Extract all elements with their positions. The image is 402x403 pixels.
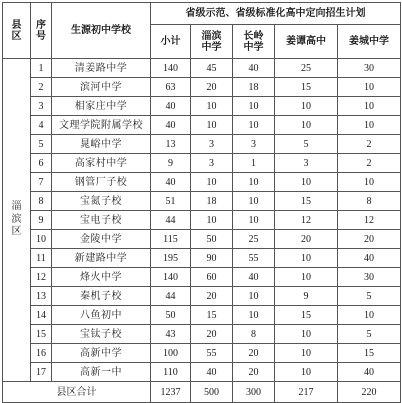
value-jiangcheng: 30 <box>338 268 401 287</box>
value-jiangcheng: 10 <box>338 306 401 325</box>
total-changling: 300 <box>233 382 275 403</box>
table-row <box>3 230 401 249</box>
value-jiangcheng: 30 <box>338 59 401 78</box>
table-body <box>3 59 401 403</box>
school-name: 宝氮子校 <box>52 192 151 211</box>
totals-row <box>3 382 401 403</box>
table-row <box>3 268 401 287</box>
row-index: 8 <box>31 192 52 211</box>
value-jiangcheng: 5 <box>338 325 401 344</box>
header-plan-title: 省级示范、省级标准化高中定向招生计划 <box>151 3 401 25</box>
school-name: 相家庄中学 <box>52 97 151 116</box>
value-subtotal: 140 <box>151 268 191 287</box>
value-changling: 10 <box>233 97 275 116</box>
value-jiangtan: 10 <box>275 268 338 287</box>
school-name: 金陵中学 <box>52 230 151 249</box>
table-row <box>3 97 401 116</box>
header-col-jiangtan: 姜谭高中 <box>275 25 338 59</box>
value-changling: 1 <box>233 154 275 173</box>
row-index: 1 <box>31 59 52 78</box>
value-subtotal: 51 <box>151 192 191 211</box>
value-zibo-binzhong: 60 <box>191 268 233 287</box>
value-subtotal: 44 <box>151 287 191 306</box>
value-subtotal: 43 <box>151 325 191 344</box>
value-jiangcheng: 15 <box>338 344 401 363</box>
value-jiangcheng: 40 <box>338 363 401 382</box>
school-name: 高新一中 <box>52 363 151 382</box>
row-index: 10 <box>31 230 52 249</box>
value-changling: 18 <box>233 78 275 97</box>
value-jiangtan: 10 <box>275 325 338 344</box>
value-changling: 10 <box>233 192 275 211</box>
value-subtotal: 195 <box>151 249 191 268</box>
value-changling: 10 <box>233 116 275 135</box>
row-index: 15 <box>31 325 52 344</box>
value-zibo-binzhong: 50 <box>191 230 233 249</box>
value-zibo-binzhong: 10 <box>191 173 233 192</box>
school-name: 钢管厂子校 <box>52 173 151 192</box>
table-row <box>3 249 401 268</box>
value-zibo-binzhong: 20 <box>191 287 233 306</box>
total-zibo-binzhong: 500 <box>191 382 233 403</box>
value-changling: 20 <box>233 363 275 382</box>
school-name: 晁峪中学 <box>52 135 151 154</box>
row-index: 13 <box>31 287 52 306</box>
value-jiangtan: 3 <box>275 154 338 173</box>
value-jiangcheng: 8 <box>338 192 401 211</box>
value-subtotal: 50 <box>151 306 191 325</box>
value-jiangtan: 10 <box>275 97 338 116</box>
header-source-school: 生源初中学校 <box>52 3 151 59</box>
totals-label: 县区合计 <box>3 382 151 403</box>
value-jiangcheng: 2 <box>338 154 401 173</box>
value-zibo-binzhong: 55 <box>191 344 233 363</box>
row-index: 16 <box>31 344 52 363</box>
value-subtotal: 40 <box>151 116 191 135</box>
header-col-subtotal: 小计 <box>151 25 191 59</box>
school-name: 宝钛子校 <box>52 325 151 344</box>
header-index: 序 号 <box>31 3 52 59</box>
value-jiangtan: 15 <box>275 192 338 211</box>
table-row <box>3 78 401 97</box>
total-jiangtan: 217 <box>275 382 338 403</box>
school-name: 八鱼初中 <box>52 306 151 325</box>
row-index: 5 <box>31 135 52 154</box>
value-zibo-binzhong: 10 <box>191 97 233 116</box>
table-row <box>3 154 401 173</box>
value-jiangcheng: 10 <box>338 173 401 192</box>
value-subtotal: 115 <box>151 230 191 249</box>
county-name-cell: 淄 滨 区 <box>3 59 31 382</box>
row-index: 3 <box>31 97 52 116</box>
row-index: 7 <box>31 173 52 192</box>
value-changling: 10 <box>233 173 275 192</box>
value-subtotal: 100 <box>151 344 191 363</box>
value-zibo-binzhong: 18 <box>191 192 233 211</box>
value-subtotal: 40 <box>151 97 191 116</box>
row-index: 17 <box>31 363 52 382</box>
value-jiangcheng: 10 <box>338 78 401 97</box>
school-name: 清姜路中学 <box>52 59 151 78</box>
value-changling: 3 <box>233 135 275 154</box>
value-jiangtan: 10 <box>275 344 338 363</box>
school-name: 文理学院附属学校 <box>52 116 151 135</box>
table-row <box>3 363 401 382</box>
value-zibo-binzhong: 90 <box>191 249 233 268</box>
school-name: 宝电子校 <box>52 211 151 230</box>
value-changling: 25 <box>233 230 275 249</box>
value-jiangtan: 5 <box>275 135 338 154</box>
header-col-changling: 长岭 中学 <box>233 25 275 59</box>
value-subtotal: 110 <box>151 363 191 382</box>
table-row <box>3 173 401 192</box>
value-subtotal: 63 <box>151 78 191 97</box>
row-index: 4 <box>31 116 52 135</box>
value-zibo-binzhong: 20 <box>191 325 233 344</box>
value-subtotal: 140 <box>151 59 191 78</box>
value-changling: 10 <box>233 287 275 306</box>
value-jiangcheng: 12 <box>338 211 401 230</box>
allocation-table <box>2 2 401 403</box>
value-jiangtan: 25 <box>275 59 338 78</box>
value-jiangtan: 12 <box>275 211 338 230</box>
value-jiangtan: 20 <box>275 230 338 249</box>
value-changling: 20 <box>233 344 275 363</box>
value-jiangtan: 10 <box>275 363 338 382</box>
row-index: 14 <box>31 306 52 325</box>
value-jiangcheng: 40 <box>338 249 401 268</box>
value-jiangcheng: 10 <box>338 97 401 116</box>
school-name: 高新中学 <box>52 344 151 363</box>
school-name: 滨河中学 <box>52 78 151 97</box>
value-zibo-binzhong: 15 <box>191 306 233 325</box>
school-name: 新建路中学 <box>52 249 151 268</box>
table-row <box>3 116 401 135</box>
value-changling: 10 <box>233 211 275 230</box>
value-zibo-binzhong: 20 <box>191 78 233 97</box>
school-name: 秦机子校 <box>52 287 151 306</box>
header-col-zibo-binzhong: 淄滨 中学 <box>191 25 233 59</box>
header-county: 县 区 <box>3 3 31 59</box>
total-subtotal: 1237 <box>151 382 191 403</box>
value-subtotal: 44 <box>151 211 191 230</box>
table-row <box>3 344 401 363</box>
row-index: 2 <box>31 78 52 97</box>
value-jiangcheng: 10 <box>338 116 401 135</box>
table-row <box>3 325 401 344</box>
value-zibo-binzhong: 45 <box>191 59 233 78</box>
value-zibo-binzhong: 40 <box>191 363 233 382</box>
row-index: 12 <box>31 268 52 287</box>
value-changling: 40 <box>233 59 275 78</box>
table-row <box>3 211 401 230</box>
value-jiangcheng: 2 <box>338 135 401 154</box>
table-row <box>3 59 401 78</box>
table-row <box>3 287 401 306</box>
value-changling: 55 <box>233 249 275 268</box>
table-row <box>3 306 401 325</box>
value-changling: 10 <box>233 306 275 325</box>
value-jiangtan: 10 <box>275 116 338 135</box>
value-subtotal: 40 <box>151 173 191 192</box>
value-jiangtan: 15 <box>275 306 338 325</box>
value-zibo-binzhong: 10 <box>191 211 233 230</box>
value-jiangtan: 10 <box>275 173 338 192</box>
value-zibo-binzhong: 10 <box>191 116 233 135</box>
value-changling: 40 <box>233 268 275 287</box>
value-changling: 8 <box>233 325 275 344</box>
table-row <box>3 135 401 154</box>
value-subtotal: 9 <box>151 154 191 173</box>
value-jiangcheng: 5 <box>338 287 401 306</box>
school-name: 烽火中学 <box>52 268 151 287</box>
value-jiangtan: 15 <box>275 78 338 97</box>
row-index: 9 <box>31 211 52 230</box>
value-jiangtan: 10 <box>275 249 338 268</box>
row-index: 6 <box>31 154 52 173</box>
school-name: 高家村中学 <box>52 154 151 173</box>
value-zibo-binzhong: 3 <box>191 135 233 154</box>
value-jiangtan: 9 <box>275 287 338 306</box>
header-row-1 <box>3 3 401 25</box>
value-jiangcheng: 20 <box>338 230 401 249</box>
header-col-jiangcheng: 姜城中学 <box>338 25 401 59</box>
table-row <box>3 192 401 211</box>
value-zibo-binzhong: 3 <box>191 154 233 173</box>
total-jiangcheng: 220 <box>338 382 401 403</box>
row-index: 11 <box>31 249 52 268</box>
value-subtotal: 13 <box>151 135 191 154</box>
